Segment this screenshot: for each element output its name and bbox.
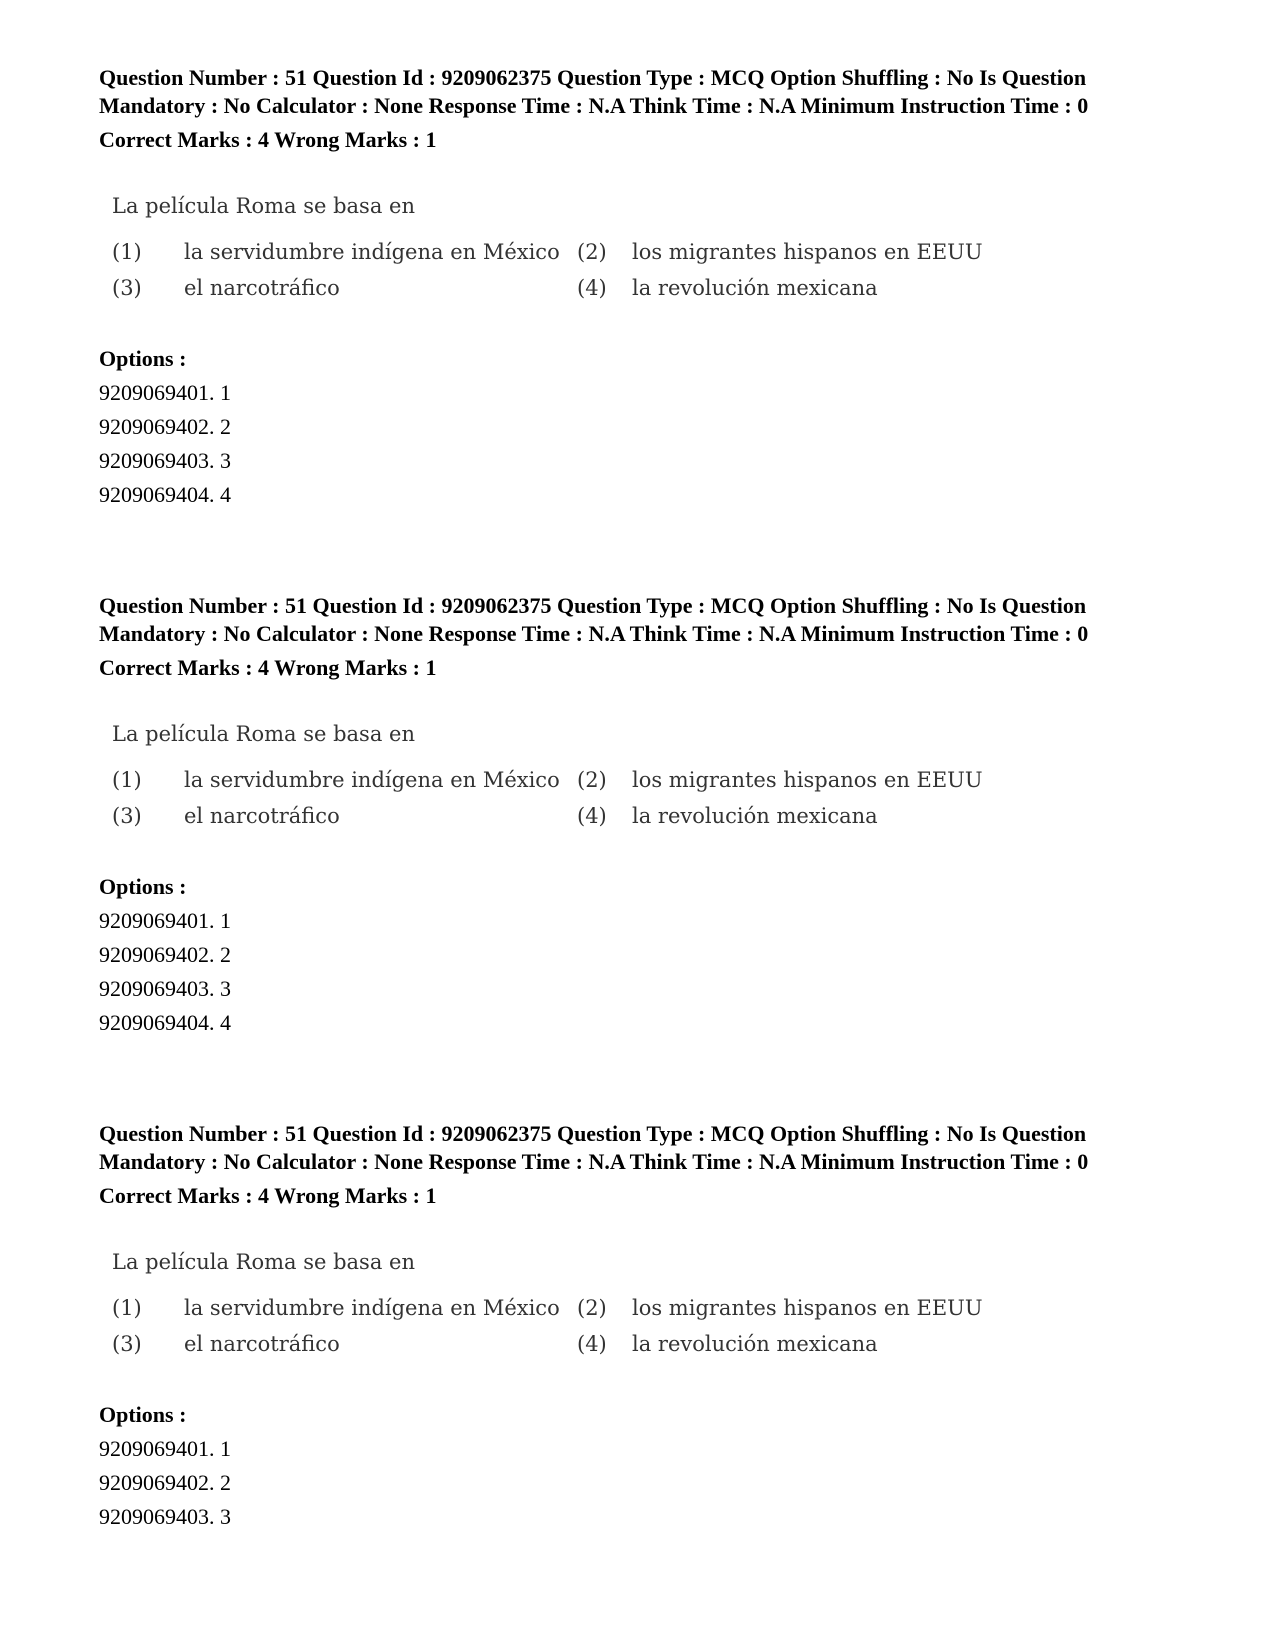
choice-text: los migrantes hispanos en EEUU — [632, 768, 983, 792]
option-line: 9209069401. 1 — [99, 380, 231, 405]
choice-number: (2) — [577, 768, 607, 792]
question-meta: Question Number : 51 Question Id : 9209062375 Question Type : MCQ Option Shuffling : No Is Question Mandatory : No Calculator : None Response Time : N.A Think Time : N.A Minimum Instruction Time : 0 — [99, 1121, 1089, 1174]
option-line: 9209069402. 2 — [99, 942, 231, 967]
choice-number: (4) — [577, 1332, 607, 1356]
choice-number: (1) — [112, 768, 142, 792]
choice-number: (3) — [112, 1332, 142, 1356]
choice-number: (3) — [112, 804, 142, 828]
options-label: Options : — [99, 1402, 187, 1427]
option-line: 9209069403. 3 — [99, 1504, 231, 1529]
choice-number: (1) — [112, 1296, 142, 1320]
options-label: Options : — [99, 346, 187, 371]
option-line: 9209069403. 3 — [99, 976, 231, 1001]
question-block — [99, 64, 1189, 512]
question-stem: La película Roma se basa en — [112, 194, 415, 218]
question-marks: Correct Marks : 4 Wrong Marks : 1 — [99, 127, 437, 152]
question-image — [112, 1250, 1189, 1370]
choice-text: el narcotráfico — [184, 804, 340, 828]
option-line: 9209069401. 1 — [99, 1436, 231, 1461]
option-line: 9209069403. 3 — [99, 448, 231, 473]
choice-text: la revolución mexicana — [632, 804, 878, 828]
choice-text: los migrantes hispanos en EEUU — [632, 240, 983, 264]
option-line: 9209069404. 4 — [99, 1010, 231, 1035]
choice-text: los migrantes hispanos en EEUU — [632, 1296, 983, 1320]
choice-number: (2) — [577, 240, 607, 264]
choice-text: el narcotráfico — [184, 1332, 340, 1356]
choice-number: (2) — [577, 1296, 607, 1320]
question-stem: La película Roma se basa en — [112, 1250, 415, 1274]
choice-text: la servidumbre indígena en México — [184, 1296, 560, 1320]
choice-text: la revolución mexicana — [632, 276, 878, 300]
options-label: Options : — [99, 874, 187, 899]
choice-text: la revolución mexicana — [632, 1332, 878, 1356]
choice-text: la servidumbre indígena en México — [184, 768, 560, 792]
question-stem: La película Roma se basa en — [112, 722, 415, 746]
question-image — [112, 194, 1189, 314]
question-block — [99, 1120, 1189, 1534]
choice-text: el narcotráfico — [184, 276, 340, 300]
question-meta: Question Number : 51 Question Id : 9209062375 Question Type : MCQ Option Shuffling : No Is Question Mandatory : No Calculator : None Response Time : N.A Think Time : N.A Minimum Instruction Time : 0 — [99, 593, 1089, 646]
question-image — [112, 722, 1189, 842]
option-line: 9209069402. 2 — [99, 414, 231, 439]
option-line: 9209069402. 2 — [99, 1470, 231, 1495]
choice-text: la servidumbre indígena en México — [184, 240, 560, 264]
question-meta: Question Number : 51 Question Id : 9209062375 Question Type : MCQ Option Shuffling : No Is Question Mandatory : No Calculator : None Response Time : N.A Think Time : N.A Minimum Instruction Time : 0 — [99, 65, 1089, 118]
choice-number: (1) — [112, 240, 142, 264]
option-line: 9209069401. 1 — [99, 908, 231, 933]
choice-number: (3) — [112, 276, 142, 300]
option-line: 9209069404. 4 — [99, 482, 231, 507]
question-block — [99, 592, 1189, 1040]
question-marks: Correct Marks : 4 Wrong Marks : 1 — [99, 655, 437, 680]
question-marks: Correct Marks : 4 Wrong Marks : 1 — [99, 1183, 437, 1208]
choice-number: (4) — [577, 804, 607, 828]
choice-number: (4) — [577, 276, 607, 300]
